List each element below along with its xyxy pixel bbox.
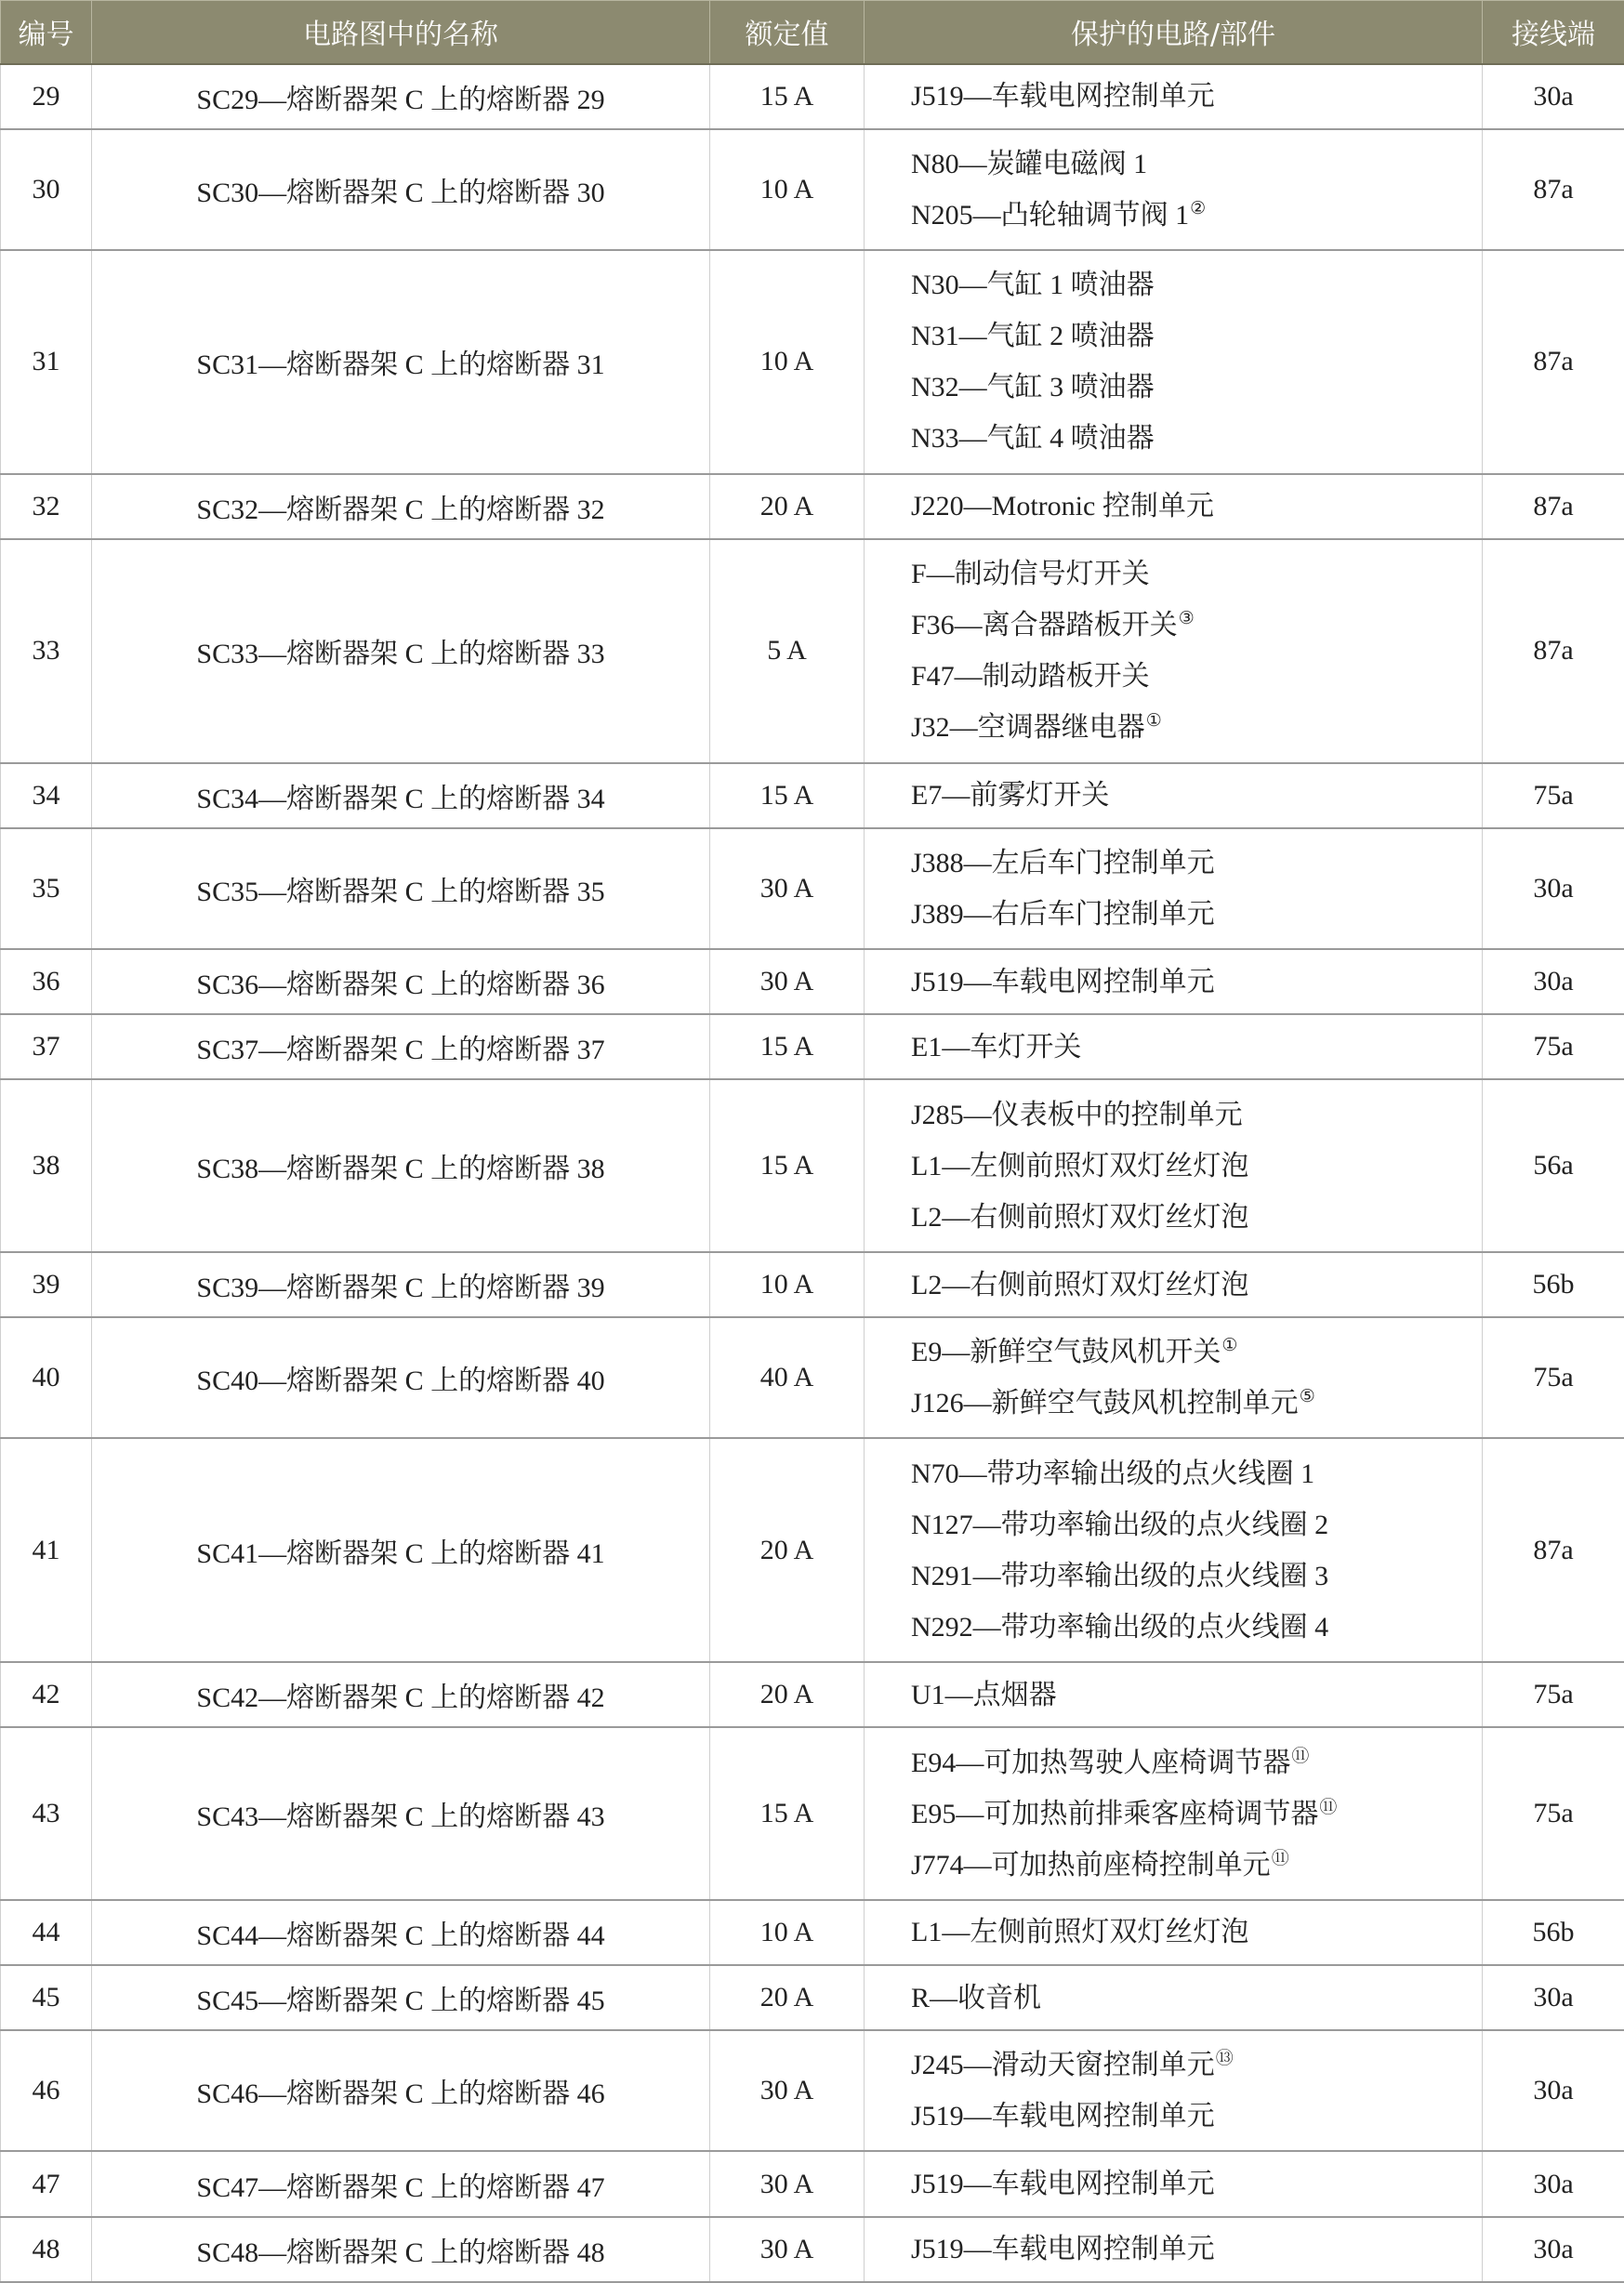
fuse-rating: 10 A: [710, 1252, 865, 1317]
fuse-number: 37: [1, 1014, 92, 1079]
part-item: [911, 1378, 1482, 1429]
part-text: J126—新鲜空气鼓风机控制单元: [911, 1388, 1299, 1419]
terminal: 75a: [1483, 1662, 1624, 1727]
terminal: 75a: [1483, 1317, 1624, 1438]
part-text: N33—气缸 4 喷油器: [911, 423, 1155, 455]
fuse-rating: 20 A: [710, 474, 865, 539]
protected-parts: [865, 2217, 1483, 2282]
protected-parts: [865, 250, 1483, 474]
terminal: 30a: [1483, 949, 1624, 1014]
part-text: E95—可加热前排乘客座椅调节器: [911, 1798, 1319, 1829]
table-row: [1, 828, 1624, 949]
part-item: [911, 1260, 1482, 1311]
part-item: [911, 702, 1482, 753]
fuse-name: SC32—熔断器架 C 上的熔断器 32: [92, 474, 710, 539]
table-row: [1, 1662, 1624, 1727]
part-item: [911, 1788, 1482, 1840]
part-item: [911, 362, 1482, 413]
fuse-name: SC39—熔断器架 C 上的熔断器 39: [92, 1252, 710, 1317]
table-row: [1, 1727, 1624, 1900]
part-text: J519—车载电网控制单元: [911, 2101, 1215, 2132]
terminal: 87a: [1483, 129, 1624, 250]
protected-parts: [865, 2030, 1483, 2151]
table-row: [1, 1438, 1624, 1662]
terminal: 30a: [1483, 2030, 1624, 2151]
header-number: 编号: [1, 1, 92, 64]
part-item: [911, 889, 1482, 940]
footnote-mark: ⑬: [1215, 2049, 1234, 2069]
fuse-name: SC43—熔断器架 C 上的熔断器 43: [92, 1727, 710, 1900]
table-row: [1, 2030, 1624, 2151]
part-text: J245—滑动天窗控制单元: [911, 2050, 1215, 2081]
fuse-rating: 5 A: [710, 539, 865, 763]
part-text: J220—Motronic 控制单元: [911, 491, 1214, 522]
part-item: [911, 1737, 1482, 1788]
fuse-rating: 15 A: [710, 1014, 865, 1079]
part-item: [911, 1973, 1482, 2024]
terminal: 56b: [1483, 1900, 1624, 1965]
part-item: [911, 2224, 1482, 2275]
part-text: J285—仪表板中的控制单元: [911, 1099, 1243, 1130]
fuse-number: 34: [1, 763, 92, 828]
part-item: [911, 1141, 1482, 1192]
part-item: [911, 310, 1482, 362]
part-text: F36—离合器踏板开关: [911, 610, 1178, 641]
table-row: [1, 1900, 1624, 1965]
part-text: N127—带功率输出级的点火线圈 2: [911, 1509, 1329, 1540]
fuse-rating: 20 A: [710, 1965, 865, 2030]
fuse-rating: 10 A: [710, 250, 865, 474]
table-row: [1, 539, 1624, 763]
footnote-mark: ⑪: [1319, 1797, 1338, 1817]
fuse-number: 29: [1, 64, 92, 129]
fuse-name: SC48—熔断器架 C 上的熔断器 48: [92, 2217, 710, 2282]
header-rating: 额定值: [710, 1, 865, 64]
terminal: 75a: [1483, 1014, 1624, 1079]
part-text: L2—右侧前照灯双灯丝灯泡: [911, 1269, 1249, 1300]
part-item: [911, 1840, 1482, 1891]
terminal: 30a: [1483, 64, 1624, 129]
fuse-name: SC34—熔断器架 C 上的熔断器 34: [92, 763, 710, 828]
part-text: F47—制动踏板开关: [911, 661, 1150, 693]
table-row: [1, 64, 1624, 129]
fuse-rating: 15 A: [710, 763, 865, 828]
part-item: [911, 1907, 1482, 1958]
part-text: N291—带功率输出级的点火线圈 3: [911, 1560, 1329, 1591]
part-item: [911, 413, 1482, 464]
table-row: [1, 474, 1624, 539]
part-text: N31—气缸 2 喷油器: [911, 321, 1155, 352]
part-item: [911, 190, 1482, 241]
part-item: [911, 838, 1482, 889]
fuse-name: SC46—熔断器架 C 上的熔断器 46: [92, 2030, 710, 2151]
part-text: N205—凸轮轴调节阀 1: [911, 199, 1190, 231]
part-text: L2—右侧前照灯双灯丝灯泡: [911, 1201, 1249, 1233]
header-terminal: 接线端: [1483, 1, 1624, 64]
protected-parts: [865, 1014, 1483, 1079]
part-item: [911, 1448, 1482, 1499]
fuse-rating: 15 A: [710, 1079, 865, 1252]
part-text: N70—带功率输出级的点火线圈 1: [911, 1458, 1315, 1489]
part-item: [911, 1499, 1482, 1551]
fuse-name: SC41—熔断器架 C 上的熔断器 41: [92, 1438, 710, 1662]
footnote-mark: ③: [1178, 609, 1195, 629]
fuse-name: SC37—熔断器架 C 上的熔断器 37: [92, 1014, 710, 1079]
footnote-mark: ⑤: [1299, 1387, 1315, 1407]
fuse-name: SC42—熔断器架 C 上的熔断器 42: [92, 1662, 710, 1727]
part-item: [911, 600, 1482, 651]
part-text: E7—前雾灯开关: [911, 780, 1110, 812]
protected-parts: [865, 1252, 1483, 1317]
terminal: 30a: [1483, 2217, 1624, 2282]
terminal: 87a: [1483, 250, 1624, 474]
protected-parts: [865, 1662, 1483, 1727]
fuse-rating: 30 A: [710, 828, 865, 949]
protected-parts: [865, 763, 1483, 828]
table-row: [1, 1252, 1624, 1317]
part-item: [911, 2091, 1482, 2142]
table-row: [1, 129, 1624, 250]
fuse-number: 35: [1, 828, 92, 949]
part-text: U1—点烟器: [911, 1679, 1057, 1710]
fuse-number: 46: [1, 2030, 92, 2151]
terminal: 87a: [1483, 474, 1624, 539]
terminal: 87a: [1483, 1438, 1624, 1662]
fuse-number: 33: [1, 539, 92, 763]
terminal: 87a: [1483, 539, 1624, 763]
part-text: R—收音机: [911, 1982, 1042, 2013]
terminal: 30a: [1483, 2151, 1624, 2216]
table-row: [1, 1079, 1624, 1252]
part-text: J519—车载电网控制单元: [911, 2169, 1215, 2200]
table-row: [1, 949, 1624, 1014]
protected-parts: [865, 64, 1483, 129]
fuse-name: SC44—熔断器架 C 上的熔断器 44: [92, 1900, 710, 1965]
fuse-name: SC40—熔断器架 C 上的熔断器 40: [92, 1317, 710, 1438]
fuse-number: 30: [1, 129, 92, 250]
table-body: [1, 64, 1624, 2283]
fuse-rating: 30 A: [710, 949, 865, 1014]
fuse-number: 47: [1, 2151, 92, 2216]
part-text: N32—气缸 3 喷油器: [911, 372, 1155, 403]
fuse-rating: 30 A: [710, 2151, 865, 2216]
part-item: [911, 1551, 1482, 1602]
part-text: J389—右后车门控制单元: [911, 898, 1215, 930]
footnote-mark: ①: [1145, 711, 1162, 732]
part-text: N80—炭罐电磁阀 1: [911, 148, 1148, 179]
part-item: [911, 1022, 1482, 1073]
part-item: [911, 2158, 1482, 2210]
protected-parts: [865, 1079, 1483, 1252]
part-item: [911, 651, 1482, 702]
protected-parts: [865, 129, 1483, 250]
fuse-name: SC45—熔断器架 C 上的熔断器 45: [92, 1965, 710, 2030]
protected-parts: [865, 1965, 1483, 2030]
table-row: [1, 1317, 1624, 1438]
footnote-mark: ⑪: [1291, 1746, 1310, 1766]
part-item: [911, 1602, 1482, 1653]
fuse-rating: 10 A: [710, 129, 865, 250]
terminal: 30a: [1483, 1965, 1624, 2030]
fuse-number: 32: [1, 474, 92, 539]
part-item: [911, 1089, 1482, 1141]
fuse-number: 44: [1, 1900, 92, 1965]
part-item: [911, 481, 1482, 532]
part-text: N292—带功率输出级的点火线圈 4: [911, 1611, 1329, 1643]
fuse-name: SC29—熔断器架 C 上的熔断器 29: [92, 64, 710, 129]
part-text: E94—可加热驾驶人座椅调节器: [911, 1747, 1291, 1778]
part-text: J519—车载电网控制单元: [911, 2234, 1215, 2265]
part-text: F—制动信号灯开关: [911, 559, 1150, 590]
part-item: [911, 770, 1482, 821]
part-text: E9—新鲜空气鼓风机开关: [911, 1337, 1221, 1368]
fuse-number: 45: [1, 1965, 92, 2030]
table-row: [1, 250, 1624, 474]
fuse-name: SC38—熔断器架 C 上的熔断器 38: [92, 1079, 710, 1252]
part-text: L1—左侧前照灯双灯丝灯泡: [911, 1917, 1249, 1948]
fuse-number: 31: [1, 250, 92, 474]
table-row: [1, 2217, 1624, 2282]
part-text: L1—左侧前照灯双灯丝灯泡: [911, 1150, 1249, 1181]
part-text: J774—可加热前座椅控制单元: [911, 1849, 1271, 1881]
fuse-rating: 15 A: [710, 64, 865, 129]
table-row: [1, 1965, 1624, 2030]
protected-parts: [865, 474, 1483, 539]
header-name: 电路图中的名称: [92, 1, 710, 64]
part-text: N30—气缸 1 喷油器: [911, 270, 1155, 301]
terminal: 30a: [1483, 828, 1624, 949]
fuse-rating: 40 A: [710, 1317, 865, 1438]
protected-parts: [865, 1727, 1483, 1900]
protected-parts: [865, 1900, 1483, 1965]
fuse-rating: 20 A: [710, 1662, 865, 1727]
protected-parts: [865, 1438, 1483, 1662]
part-item: [911, 1326, 1482, 1378]
fuse-number: 48: [1, 2217, 92, 2282]
header-protected: 保护的电路/部件: [865, 1, 1483, 64]
part-item: [911, 1192, 1482, 1243]
part-text: J519—车载电网控制单元: [911, 81, 1215, 112]
part-item: [911, 548, 1482, 600]
part-item: [911, 71, 1482, 122]
fuse-name: SC30—熔断器架 C 上的熔断器 30: [92, 129, 710, 250]
footnote-mark: ②: [1190, 198, 1207, 218]
part-text: J519—车载电网控制单元: [911, 966, 1215, 997]
part-item: [911, 139, 1482, 190]
protected-parts: [865, 828, 1483, 949]
table-row: [1, 1014, 1624, 1079]
part-text: E1—车灯开关: [911, 1031, 1082, 1062]
fuse-name: SC36—熔断器架 C 上的熔断器 36: [92, 949, 710, 1014]
part-text: J32—空调器继电器: [911, 712, 1145, 744]
fuse-number: 42: [1, 1662, 92, 1727]
fuse-name: SC31—熔断器架 C 上的熔断器 31: [92, 250, 710, 474]
fuse-rating: 15 A: [710, 1727, 865, 1900]
fuse-rating: 30 A: [710, 2217, 865, 2282]
fuse-rating: 10 A: [710, 1900, 865, 1965]
terminal: 75a: [1483, 1727, 1624, 1900]
fuse-name: SC33—熔断器架 C 上的熔断器 33: [92, 539, 710, 763]
fuse-number: 43: [1, 1727, 92, 1900]
protected-parts: [865, 2151, 1483, 2216]
table-row: [1, 2151, 1624, 2216]
fuse-name: SC47—熔断器架 C 上的熔断器 47: [92, 2151, 710, 2216]
protected-parts: [865, 539, 1483, 763]
part-item: [911, 1669, 1482, 1721]
header-row: [1, 1, 1624, 64]
protected-parts: [865, 949, 1483, 1014]
footnote-mark: ⑪: [1271, 1848, 1289, 1868]
terminal: 56a: [1483, 1079, 1624, 1252]
part-item: [911, 2039, 1482, 2091]
protected-parts: [865, 1317, 1483, 1438]
terminal: 56b: [1483, 1252, 1624, 1317]
fuse-number: 38: [1, 1079, 92, 1252]
terminal: 75a: [1483, 763, 1624, 828]
table-header: [1, 1, 1624, 64]
fuse-number: 40: [1, 1317, 92, 1438]
part-item: [911, 259, 1482, 310]
fuse-number: 36: [1, 949, 92, 1014]
part-item: [911, 957, 1482, 1008]
fuse-rating: 30 A: [710, 2030, 865, 2151]
table-row: [1, 763, 1624, 828]
fuse-name: SC35—熔断器架 C 上的熔断器 35: [92, 828, 710, 949]
part-text: J388—左后车门控制单元: [911, 847, 1215, 878]
fuse-number: 41: [1, 1438, 92, 1662]
fuse-number: 39: [1, 1252, 92, 1317]
fuse-rating: 20 A: [710, 1438, 865, 1662]
footnote-mark: ①: [1221, 1336, 1238, 1356]
